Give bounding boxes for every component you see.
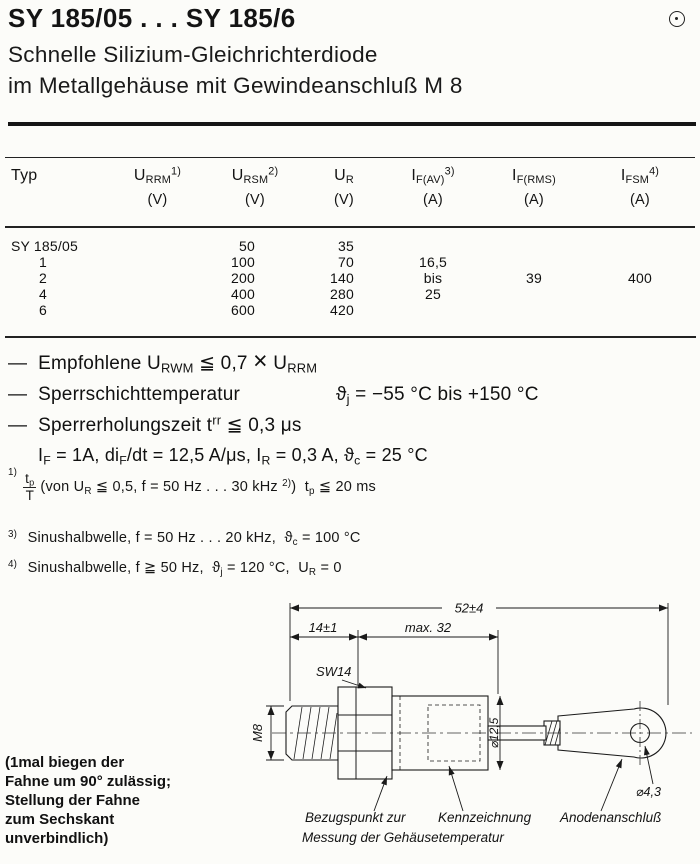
note-reverse-recovery-time: — Sperrerholungszeit $t^{rr}$ ≦ 0,3 μs xyxy=(8,412,302,436)
reference-point-label-2: Messung der Gehäusetemperatur xyxy=(302,830,504,845)
col-header-ursm: $U_{RSM}^{2)}$ (V) xyxy=(205,158,305,228)
col-header-ifsm: $I_{FSM}^{4)}$ (A) xyxy=(585,158,695,228)
col-header-ur: $U_R$ (V) xyxy=(305,158,383,228)
subtitle-line-1: Schnelle Silizium-Gleichrichterdiode xyxy=(8,42,378,67)
hole-diameter-label: ⌀4,3 xyxy=(636,785,661,799)
bending-note xyxy=(5,753,171,848)
col-header-urrm: $U_{RRM}^{1)}$ (V) xyxy=(110,158,205,228)
thread-size-label: M8 xyxy=(250,723,265,743)
divider-table-bottom xyxy=(5,336,696,338)
footnote-3 xyxy=(8,530,361,546)
table-row: 2 200 140 bis 39 400 xyxy=(5,270,695,286)
footnote-1: 1) $\frac{t_p}{T}$ (von $U_R$ ≦ 0,5, f = 50 Hz . . . 30 kHz $^{2)}$) $t_p$ ≦ 20 ms xyxy=(8,467,376,503)
fraction-tp-over-T: $\frac{t_p}{T}$ xyxy=(25,471,35,503)
bending-note-line: Stellung der Fahne xyxy=(5,792,141,809)
dim-stud-length: 14±1 xyxy=(308,620,338,635)
subtitle-line-2: im Metallgehäuse mit Gewindeanschluß M 8 xyxy=(8,73,463,98)
body-diameter-label: ⌀12,5 xyxy=(487,717,501,749)
ratings-table xyxy=(5,157,695,318)
circle-dot-center xyxy=(675,17,678,20)
dim-body-length: max. 32 xyxy=(404,620,452,635)
col-header-ifrms: $I_{F(RMS)}$ (A) xyxy=(483,158,585,228)
footnote-3-marker: 3) xyxy=(8,529,18,541)
cell-typ: 6 xyxy=(39,302,47,318)
divider-thick xyxy=(8,122,696,126)
footnote-4 xyxy=(8,560,342,576)
bending-note-line: (1mal biegen der xyxy=(5,754,125,771)
footnote-1-text: (von $U_R$ ≦ 0,5, f = 50 Hz . . . 30 kHz $^{2)}$) $t_p$ ≦ 20 ms xyxy=(40,478,376,497)
anode-terminal-label: Anodenanschluß xyxy=(560,810,662,825)
bending-note-line: zum Sechskant xyxy=(5,811,115,828)
table-header-row xyxy=(5,158,695,228)
table-row: 6 600 420 xyxy=(5,302,695,318)
marking-label: Kennzeichnung xyxy=(438,810,532,825)
col-header-typ: Typ xyxy=(5,158,110,228)
note-junction-temperature: — Sperrschichttemperatur $ϑ_j = -55$ °C bis +150 °C xyxy=(8,384,539,407)
wrench-size-label: SW14 xyxy=(316,664,352,679)
note-recovery-conditions: $I_F = 1A$, $di_F/dt = 12,5$ A/μs, $I_R = 0,3$ A, $ϑ_c = 25$ °C xyxy=(38,445,428,468)
table-row: 1 100 70 16,5 xyxy=(5,254,695,270)
table-row: SY 185/05 50 35 xyxy=(5,227,695,254)
footnote-4-text: Sinushalbwelle, f ≧ 50 Hz, $ϑ_j = 120$ °C, $U_R = 0$ xyxy=(19,560,342,578)
page-title: SY 185/05 . . . SY 185/6 xyxy=(8,3,296,33)
dim-total-length: 52±4 xyxy=(454,600,484,616)
circle-dot-icon xyxy=(669,11,685,27)
cell-typ: SY 185/05 xyxy=(11,238,78,254)
table-row: 4 400 280 25 xyxy=(5,286,695,302)
footnote-4-marker: 4) xyxy=(8,559,18,571)
footnote-3-text: Sinushalbwelle, f = 50 Hz . . . 20 kHz, $ϑ_c = 100$ °C xyxy=(19,530,361,548)
col-header-ifav: $I_{F(AV)}^{3)}$ (A) xyxy=(383,158,483,228)
cell-typ: 2 xyxy=(39,270,47,286)
bending-note-line: Fahne um 90° zulässig; xyxy=(5,773,172,790)
reference-point-label-1: Bezugspunkt zur xyxy=(305,810,406,825)
note-recommended-urwm: — Empfohlene $U_{RWM}$ ≦ $0,7 \times U_{RRM}$ xyxy=(8,348,318,376)
bending-note-line: unverbindlich) xyxy=(5,830,109,847)
cell-typ: 4 xyxy=(39,286,47,302)
cell-typ: 1 xyxy=(39,254,47,270)
